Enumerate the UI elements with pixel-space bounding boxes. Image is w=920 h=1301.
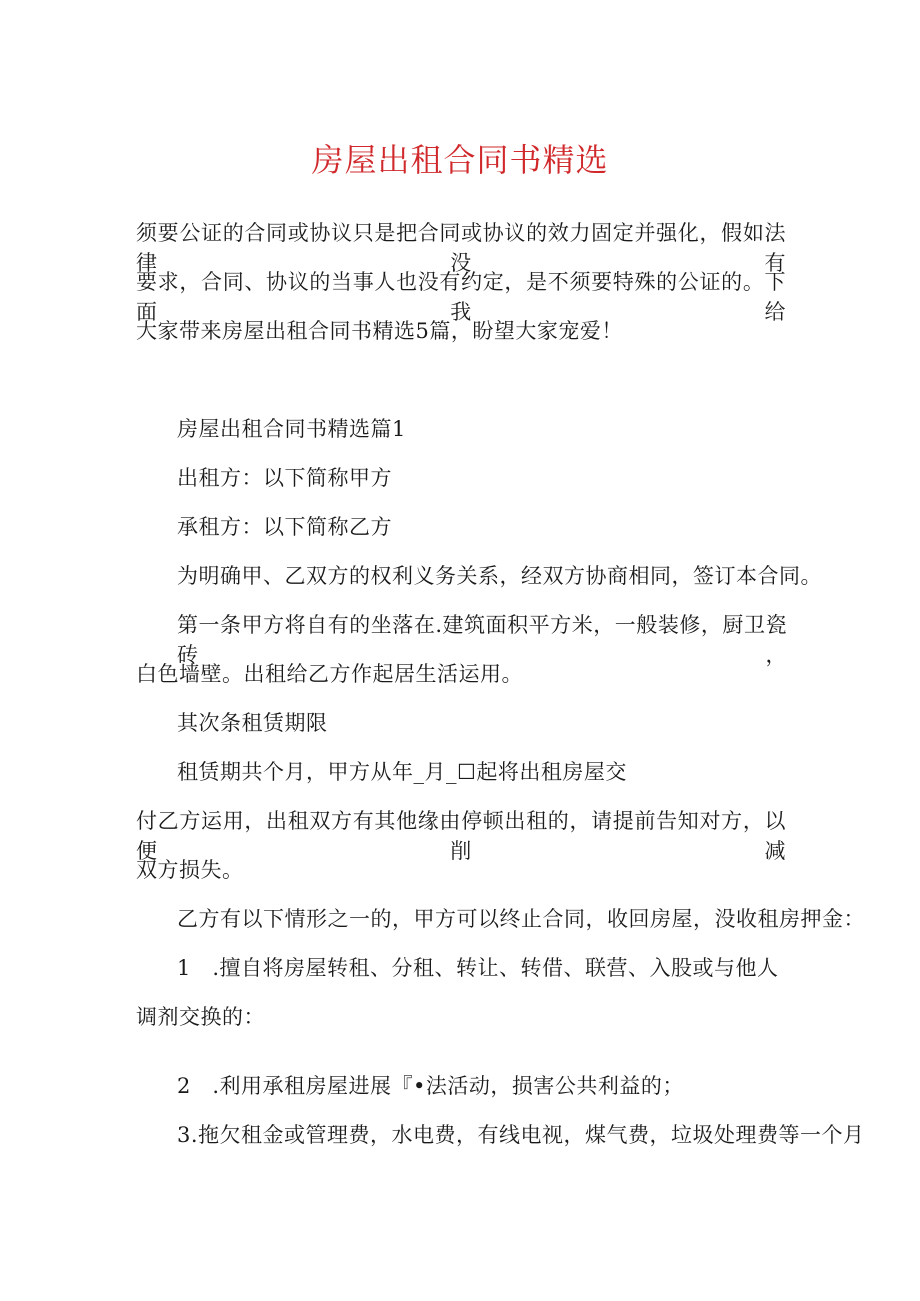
item1-line-1: 1 .擅自将房屋转租、分租、转让、转借、联营、入股或与他人: [177, 956, 779, 980]
document-title: 房屋出租合同书精选: [311, 141, 609, 179]
purpose-line: 为明确甲、乙双方的权利义务关系，经双方协商相同，签订本合同。: [177, 564, 822, 588]
lease-term-line-2: 付乙方运用，出租双方有其他缘由停顿出租的，请提前告知对方，以便削减: [136, 809, 786, 863]
item3-line: 3.拖欠租金或管理费，水电费，有线电视，煤气费，垃圾处理费等一个月: [177, 1123, 865, 1147]
section-heading: 房屋出租合同书精选篇1: [177, 417, 406, 441]
item1-line-2: 调剂交换的：: [136, 1005, 265, 1029]
lease-term-line-3: 双方损失。: [136, 858, 244, 882]
intro-line-2: 要求，合同、协议的当事人也没有约定，是不须要特殊的公证的。下面我给: [136, 270, 786, 324]
article1-line-1: 第一条甲方将自有的坐落在.建筑面积平方米，一般装修，厨卫瓷砖，: [177, 613, 787, 667]
lessee-line: 承租方：以下简称乙方: [177, 515, 392, 539]
article2-heading: 其次条租赁期限: [177, 711, 328, 735]
intro-line-3: 大家带来房屋出租合同书精选5篇，盼望大家宠爱！: [136, 319, 623, 343]
lessor-line: 出租方：以下简称甲方: [177, 466, 392, 490]
intro-line-1: 须要公证的合同或协议只是把合同或协议的效力固定并强化，假如法律没有: [136, 221, 786, 275]
article1-line-2: 白色墙壁。出租给乙方作起居生活运用。: [136, 662, 523, 686]
termination-intro: 乙方有以下情形之一的，甲方可以终止合同，收回房屋，没收租房押金：: [177, 907, 865, 931]
lease-term-line-1: 租赁期共个月，甲方从年_月_☐起将出租房屋交: [177, 760, 627, 784]
item2-line: 2 .利用承租房屋进展『•法活动，损害公共利益的；: [177, 1074, 684, 1098]
